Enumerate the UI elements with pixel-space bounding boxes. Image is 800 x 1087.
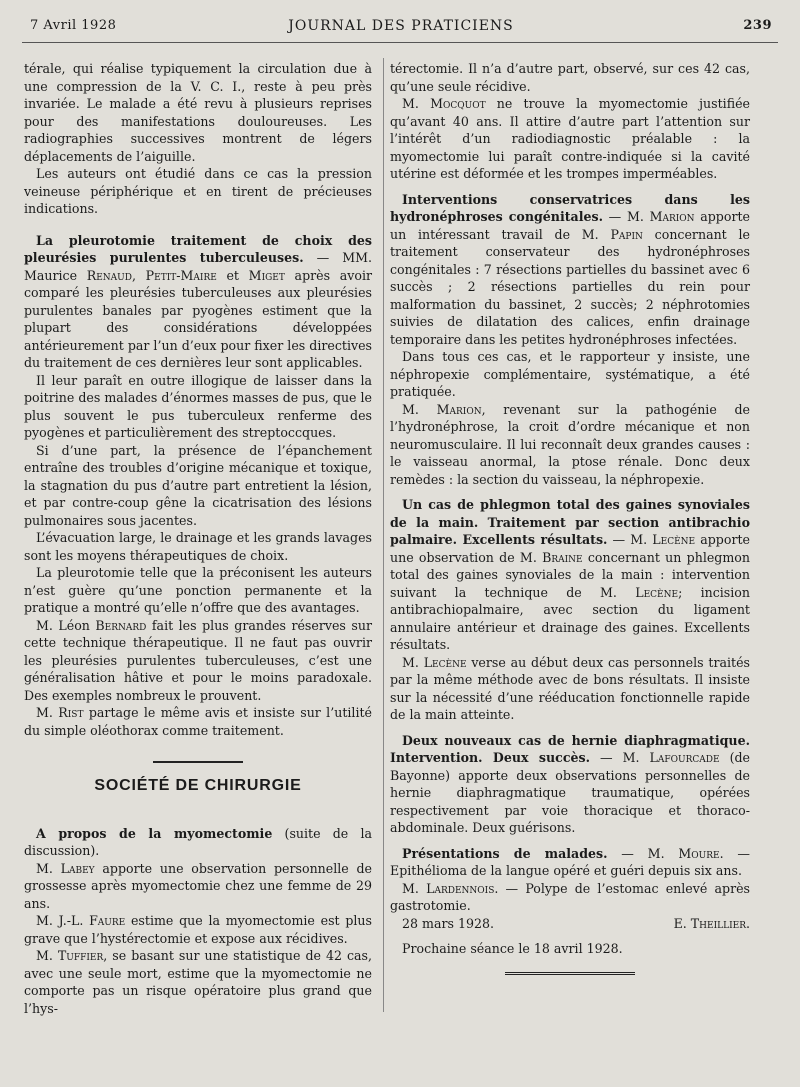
closing-rule	[505, 972, 635, 977]
article-hernie: Deux nouveaux cas de hernie diaphragmatique. Intervention. Deux succès. — M. Lafourcade (de Bayonne) apporte deux observations personnelles de hernie diaphragmatique traumatique, opérées respectivement par voie thoracique et thoraco-abdominale. Deux guérisons.	[390, 732, 750, 835]
next-session: Prochaine séance le 18 avril 1928.	[402, 941, 623, 956]
article-title: Un cas de phlegmon total des gaines synoviales de la main. Traitement par section antibrachio palmaire. Excellents résultats.	[390, 497, 750, 547]
section-rule	[153, 761, 243, 763]
header-rule	[22, 42, 778, 43]
author-name: Moure.	[678, 845, 724, 861]
author-name: Lardennois.	[426, 880, 499, 896]
article-title: Deux nouveaux cas de hernie diaphragmatique. Intervention. Deux succès.	[390, 732, 750, 765]
author-name: Petit-Maire	[145, 267, 217, 283]
author-name: Mocquot	[430, 96, 486, 111]
author-name: Tuffier,	[57, 948, 108, 963]
page-number: 239	[743, 18, 772, 33]
article-presentations: Présentations de malades. — M. Moure. — Epithélioma de la langue opéré et guéri depuis six ans.	[390, 845, 750, 878]
paragraph: Les auteurs ont étudié dans ce cas la pression veineuse périphérique et en tirent de précieuses indications.	[24, 166, 372, 216]
article-phlegmon: Un cas de phlegmon total des gaines synoviales de la main. Traitement par section antibrachio palmaire. Excellents résultats. — M. Lecène apporte une observation de M. Braine concernant un phlegmon total des gaines synoviales de la main : intervention suivant la technique de M. Lecène; incision antibrachiopalmaire, avec section du ligament annulaire antérieur et drainage des gaines. Excellents résultats.	[390, 497, 750, 652]
author-name: Labey	[60, 860, 95, 876]
author-name: Lafourcade	[649, 750, 720, 765]
right-column	[390, 60, 750, 977]
article-title: A propos de la myomectomie	[36, 825, 273, 841]
paragraph: M. Mocquot ne trouve la myomectomie justifiée qu’avant 40 ans. Il attire d’autre part l’attention sur l’intérêt d’un radiodiagnostic préalable : la myomectomie lui paraît contre-indiquée si la cavité utérine est déformée et les trompes imperméables.	[390, 96, 751, 181]
paragraph: M. Rist partage le même avis et insiste sur l’utilité du simple oléothorax comme traitement.	[24, 705, 372, 738]
paragraph: Dans tous ces cas, et le rapporteur y insiste, une néphropexie complémentaire, systématique, a été pratiquée.	[390, 349, 750, 399]
article-myomectomie: A propos de la myomectomie (suite de la discussion).	[24, 825, 372, 858]
signature-author: E. Theillier.	[673, 915, 750, 931]
article-hydronephroses: Interventions conservatrices dans les hydronéphroses congénitales. — M. Marion apporte un intéressant travail de M. Papin concernant le traitement conservateur des hydronéphroses congénitales : 7 résections partielles du bassinet avec 6 succès ; 2 résections partielles du rein pour malformation du bassinet, 2 succès; 2 néphrotomies suivies de dilatation des calices, enfin drainage temporaire dans les petites hydronéphroses infectées.	[390, 191, 750, 347]
author-name: Faure	[89, 913, 126, 928]
author-name: Miget	[248, 267, 285, 283]
author-name: Marion,	[436, 401, 486, 417]
column-divider	[383, 58, 384, 1012]
author-name: Lecène	[652, 532, 696, 547]
author-name: Lecène	[423, 654, 467, 670]
paragraph: M. J.-L. Faure estime que la myomectomie est plus grave que l’hystérectomie et expose aux récidives.	[24, 913, 372, 946]
article-title: La pleurotomie traitement de choix des pleurésies purulentes tuberculeuses.	[24, 232, 372, 265]
issue-date: 7 Avril 1928	[30, 18, 117, 33]
paragraph: La pleurotomie telle que la préconisent les auteurs n’est guère qu’une ponction permanente et la pratique a montré qu’elle n’offre que des avantages.	[24, 565, 372, 615]
paragraph: M. Labey apporte une observation personnelle de grossesse après myomectomie chez une femme de 29 ans.	[24, 860, 373, 911]
running-header	[30, 18, 772, 42]
paragraph: Si d’une part, la présence de l’épanchement entraîne des troubles d’origine mécanique et toxique, la stagnation du pus d’autre part entretient la lésion, et par contre-coup gêne la cicatrisation des lésions pulmonaires sous jacentes.	[24, 442, 372, 528]
author-name: Bernard	[95, 617, 147, 633]
paragraph: M. Marion, revenant sur la pathogénie de l’hydronéphrose, la croit d’ordre mécanique et non neuromusculaire. Il lui reconnaît deux grandes causes : le vaisseau anormal, la ptose rénale. Donc deux remèdes : la section du vaisseau, la néphropexie.	[390, 401, 750, 487]
signature-date: 28 mars 1928.	[402, 915, 495, 931]
paragraph: Il leur paraît en outre illogique de laisser dans la poitrine des malades d’énormes masses de pus, que le plus souvent le pus tuberculeux renferme des pyogènes et particulièrement des streptoccques.	[24, 372, 372, 440]
author-name: Rist	[58, 705, 84, 720]
article-pleurotomie: La pleurotomie traitement de choix des pleurésies purulentes tuberculeuses. — MM. Maurice Renaud, Petit-Maire et Miget après avoir comparé les pleurésies tuberculeuses aux pleurésies purulentes banales par pyogènes estiment que la plupart des considérations développées antérieurement par l’un d’eux pour fixer les directives du traitement de ces dernières leur sont applicables.	[24, 232, 372, 370]
left-column	[24, 60, 372, 1017]
article-title: Interventions conservatrices dans les hydronéphroses congénitales.	[390, 191, 750, 224]
author-name: Renaud,	[86, 267, 136, 283]
author-name: Braine	[542, 549, 583, 565]
paragraph: térectomie. Il n’a d’autre part, observé, sur ces 42 cas, qu’une seule récidive.	[390, 61, 750, 94]
journal-title: JOURNAL DES PRATICIENS	[288, 18, 514, 34]
signature-line	[390, 915, 750, 933]
article-title: Présentations de malades.	[402, 845, 608, 861]
paragraph: térale, qui réalise typiquement la circulation due à une compression de la V. C. I., reste à peu près invariée. Le malade a été revu à plusieurs reprises pour des manifestations douloureuses. Les radiographies successives montrent de légers déplacements de l’aiguille.	[24, 61, 372, 164]
paragraph: M. Lecène verse au début deux cas personnels traités par la même méthode avec de bons résultats. Il insiste sur la nécessité d’une rééducation fonctionnelle rapide de la main atteinte.	[390, 654, 750, 722]
paragraph: M. Tuffier, se basant sur une statistique de 42 cas, avec une seule mort, estime que la myomectomie ne comporte pas un risque opératoire plus grand que l’hys-	[24, 948, 373, 1016]
paragraph: M. Lardennois. — Polype de l’estomac enlevé après gastrotomie.	[390, 880, 751, 913]
paragraph: M. Léon Bernard fait les plus grandes réserves sur cette technique thérapeutique. Il ne faut pas ouvrir les pleurésies purulentes tuberculeuses, c’est une généralisation hâtive et pour le moins paradoxale. Des exemples nombreux le prouvent.	[24, 617, 372, 703]
paragraph: L’évacuation large, le drainage et les grands lavages sont les moyens thérapeutiques de choix.	[24, 530, 372, 563]
section-heading: SOCIÉTÉ DE CHIRURGIE	[94, 777, 302, 794]
author-name: Papin	[610, 226, 643, 242]
author-name: Marion	[649, 209, 695, 224]
author-name: Lecène	[635, 584, 679, 600]
